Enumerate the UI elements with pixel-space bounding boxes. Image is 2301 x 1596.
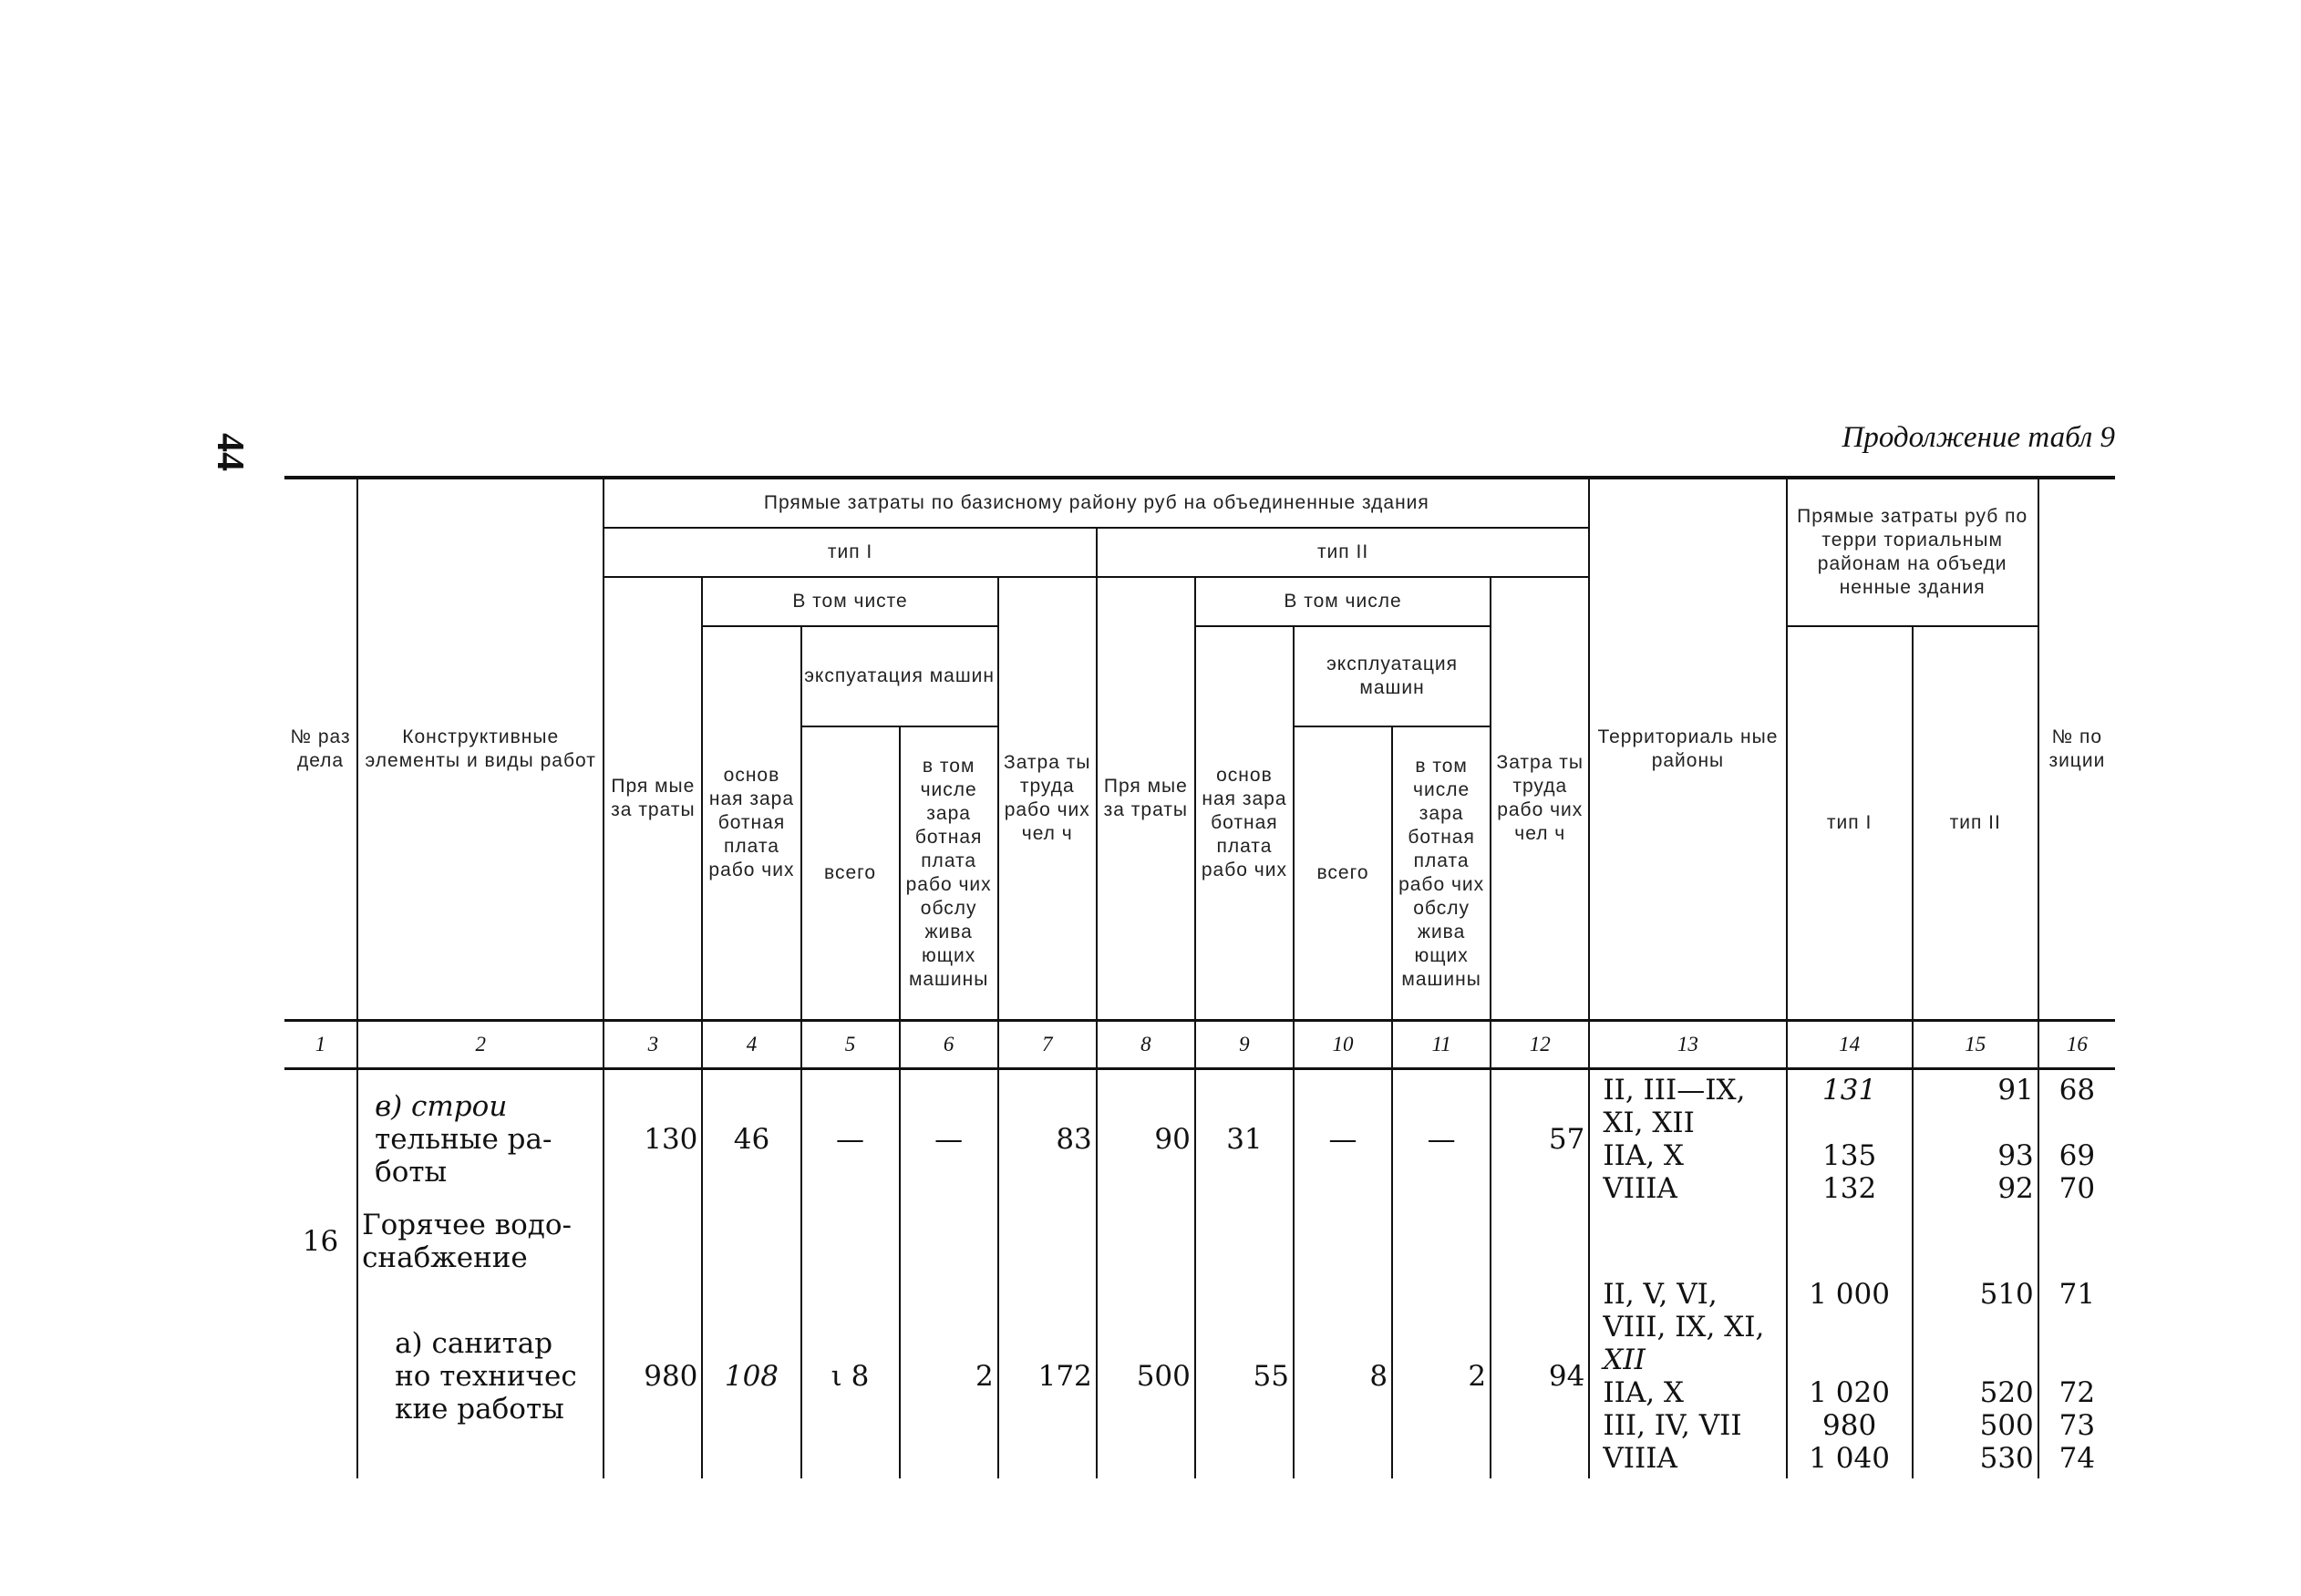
column-number: 9 (1195, 1021, 1294, 1069)
header-structural-elements: Конструктивные элементы и виды работ (357, 478, 604, 1021)
section-cell (284, 1274, 357, 1478)
empty-cell (702, 1209, 800, 1274)
terr-type2-cell: 91 93 92 (1913, 1069, 2038, 1210)
value-cell: 31 (1195, 1069, 1294, 1210)
value-cell: 980 (604, 1274, 702, 1478)
regions-cell: II, III—IX, XI, XII IIA, X VIIIA (1589, 1069, 1786, 1210)
terr-type2-cell: 510 520 500 530 (1913, 1274, 2038, 1478)
header-t1-base-wage: основ ная зара ботная плата рабо чих (702, 626, 800, 1021)
header-t2-machine-wage: в том числе зара ботная плата рабо чих обслу жива ющих машины (1392, 726, 1491, 1021)
column-number: 16 (2038, 1021, 2115, 1069)
column-number: 2 (357, 1021, 604, 1069)
value-cell: — (801, 1069, 900, 1210)
header-t1-machine-total: всего (801, 726, 900, 1021)
value-cell: 2 (900, 1274, 998, 1478)
value-cell: 57 (1491, 1069, 1589, 1210)
empty-cell (1392, 1209, 1491, 1274)
value-cell: 500 (1097, 1274, 1195, 1478)
section-cell: 16 (284, 1209, 357, 1274)
column-number: 4 (702, 1021, 800, 1069)
header-t2-base-wage: основ ная зара ботная плата рабо чих (1195, 626, 1294, 1021)
header-type2: тип II (1097, 528, 1590, 577)
header-t2-labor: Затра ты труда рабо чих чел ч (1491, 577, 1589, 1021)
empty-cell (1913, 1209, 2038, 1274)
empty-cell (801, 1209, 900, 1274)
header-type1: тип I (604, 528, 1096, 577)
header-t2-machine-operation: эксплуатация машин (1294, 626, 1491, 726)
empty-cell (1589, 1209, 1786, 1274)
value-cell: 8 (1294, 1274, 1392, 1478)
empty-cell (1294, 1209, 1392, 1274)
header-t1-machine-operation: экспуатация машин (801, 626, 998, 726)
header-t2-including: В том числе (1195, 577, 1491, 626)
empty-cell (1491, 1209, 1589, 1274)
table-row (284, 1069, 2115, 1210)
value-cell: 172 (998, 1274, 1097, 1478)
header-t1-machine-wage: в том числе зара ботная плата рабо чих обслу жива ющих машины (900, 726, 998, 1021)
column-number: 1 (284, 1021, 357, 1069)
column-number: 5 (801, 1021, 900, 1069)
value-cell: 55 (1195, 1274, 1294, 1478)
terr-type1-cell: 131 135 132 (1787, 1069, 1913, 1210)
terr-type1-cell: 1 000 1 020 980 1 040 (1787, 1274, 1913, 1478)
value-cell: 130 (604, 1069, 702, 1210)
value-cell: 108 (702, 1274, 800, 1478)
header-t1-direct-costs: Пря мые за траты (604, 577, 702, 1021)
column-number: 7 (998, 1021, 1097, 1069)
value-cell: — (900, 1069, 998, 1210)
column-number: 11 (1392, 1021, 1491, 1069)
header-t1-labor: Затра ты труда рабо чих чел ч (998, 577, 1097, 1021)
empty-cell (1097, 1209, 1195, 1274)
header-t1-including: В том чисте (702, 577, 997, 626)
column-number: 12 (1491, 1021, 1589, 1069)
value-cell: — (1392, 1069, 1491, 1210)
element-cell: а) санитар но техничес кие работы (357, 1274, 604, 1478)
element-cell: в) строи тельные ра- боты (357, 1069, 604, 1210)
header-territorial-regions: Территориаль ные районы (1589, 478, 1786, 1021)
empty-cell (2038, 1209, 2115, 1274)
value-cell: ι 8 (801, 1274, 900, 1478)
column-number: 15 (1913, 1021, 2038, 1069)
header-section-number: № раз дела (284, 478, 357, 1021)
header-direct-costs-territorial: Прямые затраты руб по терри ториальным районам на объеди ненные здания (1787, 478, 2038, 626)
value-cell: 94 (1491, 1274, 1589, 1478)
empty-cell (604, 1209, 702, 1274)
value-cell: 46 (702, 1069, 800, 1210)
column-number: 6 (900, 1021, 998, 1069)
empty-cell (900, 1209, 998, 1274)
value-cell: 83 (998, 1069, 1097, 1210)
column-number-row (284, 1021, 2115, 1069)
position-cell: 68 69 70 (2038, 1069, 2115, 1210)
section-cell (284, 1069, 357, 1210)
empty-cell (1787, 1209, 1913, 1274)
column-number: 8 (1097, 1021, 1195, 1069)
header-t2-machine-total: всего (1294, 726, 1392, 1021)
value-cell: — (1294, 1069, 1392, 1210)
cost-table (284, 476, 2115, 1478)
column-number: 14 (1787, 1021, 1913, 1069)
regions-cell: II, V, VI, VIII, IX, XI, XII IIA, X III, IV, VII VIIIA (1589, 1274, 1786, 1478)
element-cell: Горячее водо- снабжение (357, 1209, 604, 1274)
header-terr-type2: тип II (1913, 626, 2038, 1021)
table-continuation-caption: Продолжение табл 9 (1842, 421, 2115, 454)
header-direct-costs-base: Прямые затраты по базисному району руб на объединенные здания (604, 478, 1589, 528)
header-terr-type1: тип I (1787, 626, 1913, 1021)
empty-cell (998, 1209, 1097, 1274)
column-number: 13 (1589, 1021, 1786, 1069)
value-cell: 2 (1392, 1274, 1491, 1478)
value-cell: 90 (1097, 1069, 1195, 1210)
position-cell: 71 72 73 74 (2038, 1274, 2115, 1478)
column-number: 10 (1294, 1021, 1392, 1069)
header-t2-direct-costs: Пря мые за траты (1097, 577, 1195, 1021)
table-row (284, 1209, 2115, 1274)
column-number: 3 (604, 1021, 702, 1069)
header-position-number: № по зиции (2038, 478, 2115, 1021)
page-number: 44 (209, 433, 251, 471)
empty-cell (1195, 1209, 1294, 1274)
table-row (284, 1274, 2115, 1478)
